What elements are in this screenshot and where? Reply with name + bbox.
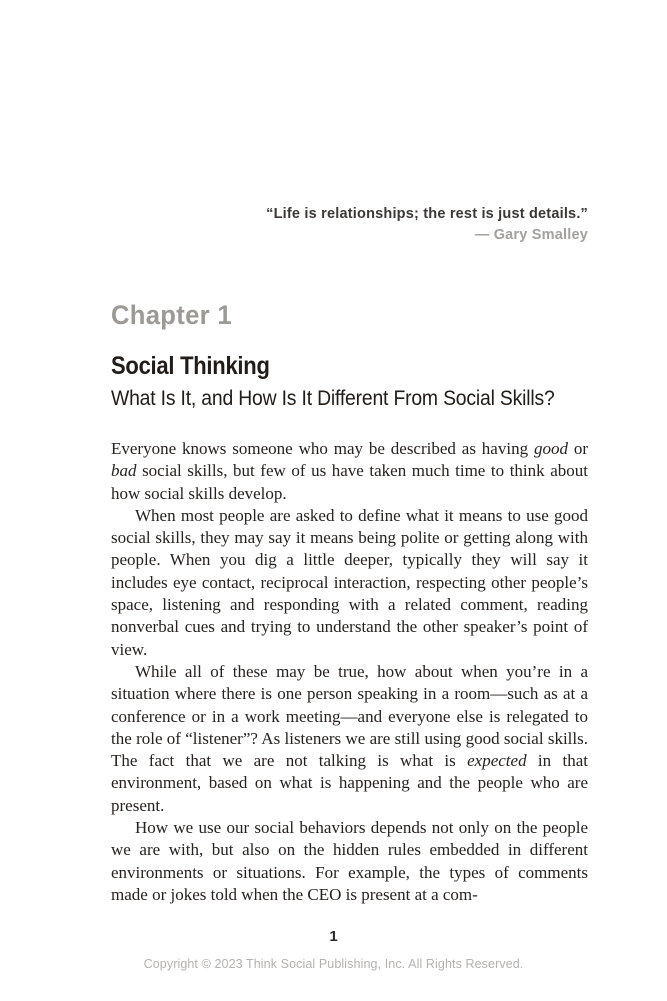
epigraph	[111, 204, 588, 246]
chapter-label: Chapter 1	[111, 300, 232, 330]
chapter-title: Social Thinking	[111, 352, 270, 380]
paragraph: Everyone knows someone who may be described as having good or bad social skills, but few of us have taken much time to think about how social skills develop.	[111, 439, 588, 503]
paragraph: How we use our social behaviors depends not only on the people we are with, but also on the hidden rules embedded in different environments or situations. For example, the types of comments made or jokes told when the CEO is present at a com-	[111, 818, 588, 904]
page-number: 1	[329, 928, 338, 945]
paragraph: When most people are asked to define what it means to use good social skills, they may say it means being polite or getting along with people. When you dig a little deeper, typically they will say it includes eye contact, reciprocal interaction, respecting other people’s space, listening and responding with a related comment, reading nonverbal cues and trying to understand the other speaker’s point of view.	[111, 505, 588, 659]
epigraph-attribution: — Gary Smalley	[474, 227, 588, 243]
copyright-notice: Copyright © 2023 Think Social Publishing, Inc. All Rights Reserved.	[143, 957, 524, 971]
epigraph-quote: “Life is relationships; the rest is just details.”	[266, 206, 588, 222]
body-text	[111, 438, 588, 906]
chapter-subtitle: What Is It, and How Is It Different From Social Skills?	[111, 386, 555, 410]
paragraph: While all of these may be true, how about when you’re in a situation where there is one person speaking in a room—such as at a conference or in a work meeting—and everyone else is relegated to the role of “listener”? As listeners we are still using good social skills. The fact that we are not talking is what is expected in that environment, based on what is happening and the people who are present.	[111, 661, 588, 815]
